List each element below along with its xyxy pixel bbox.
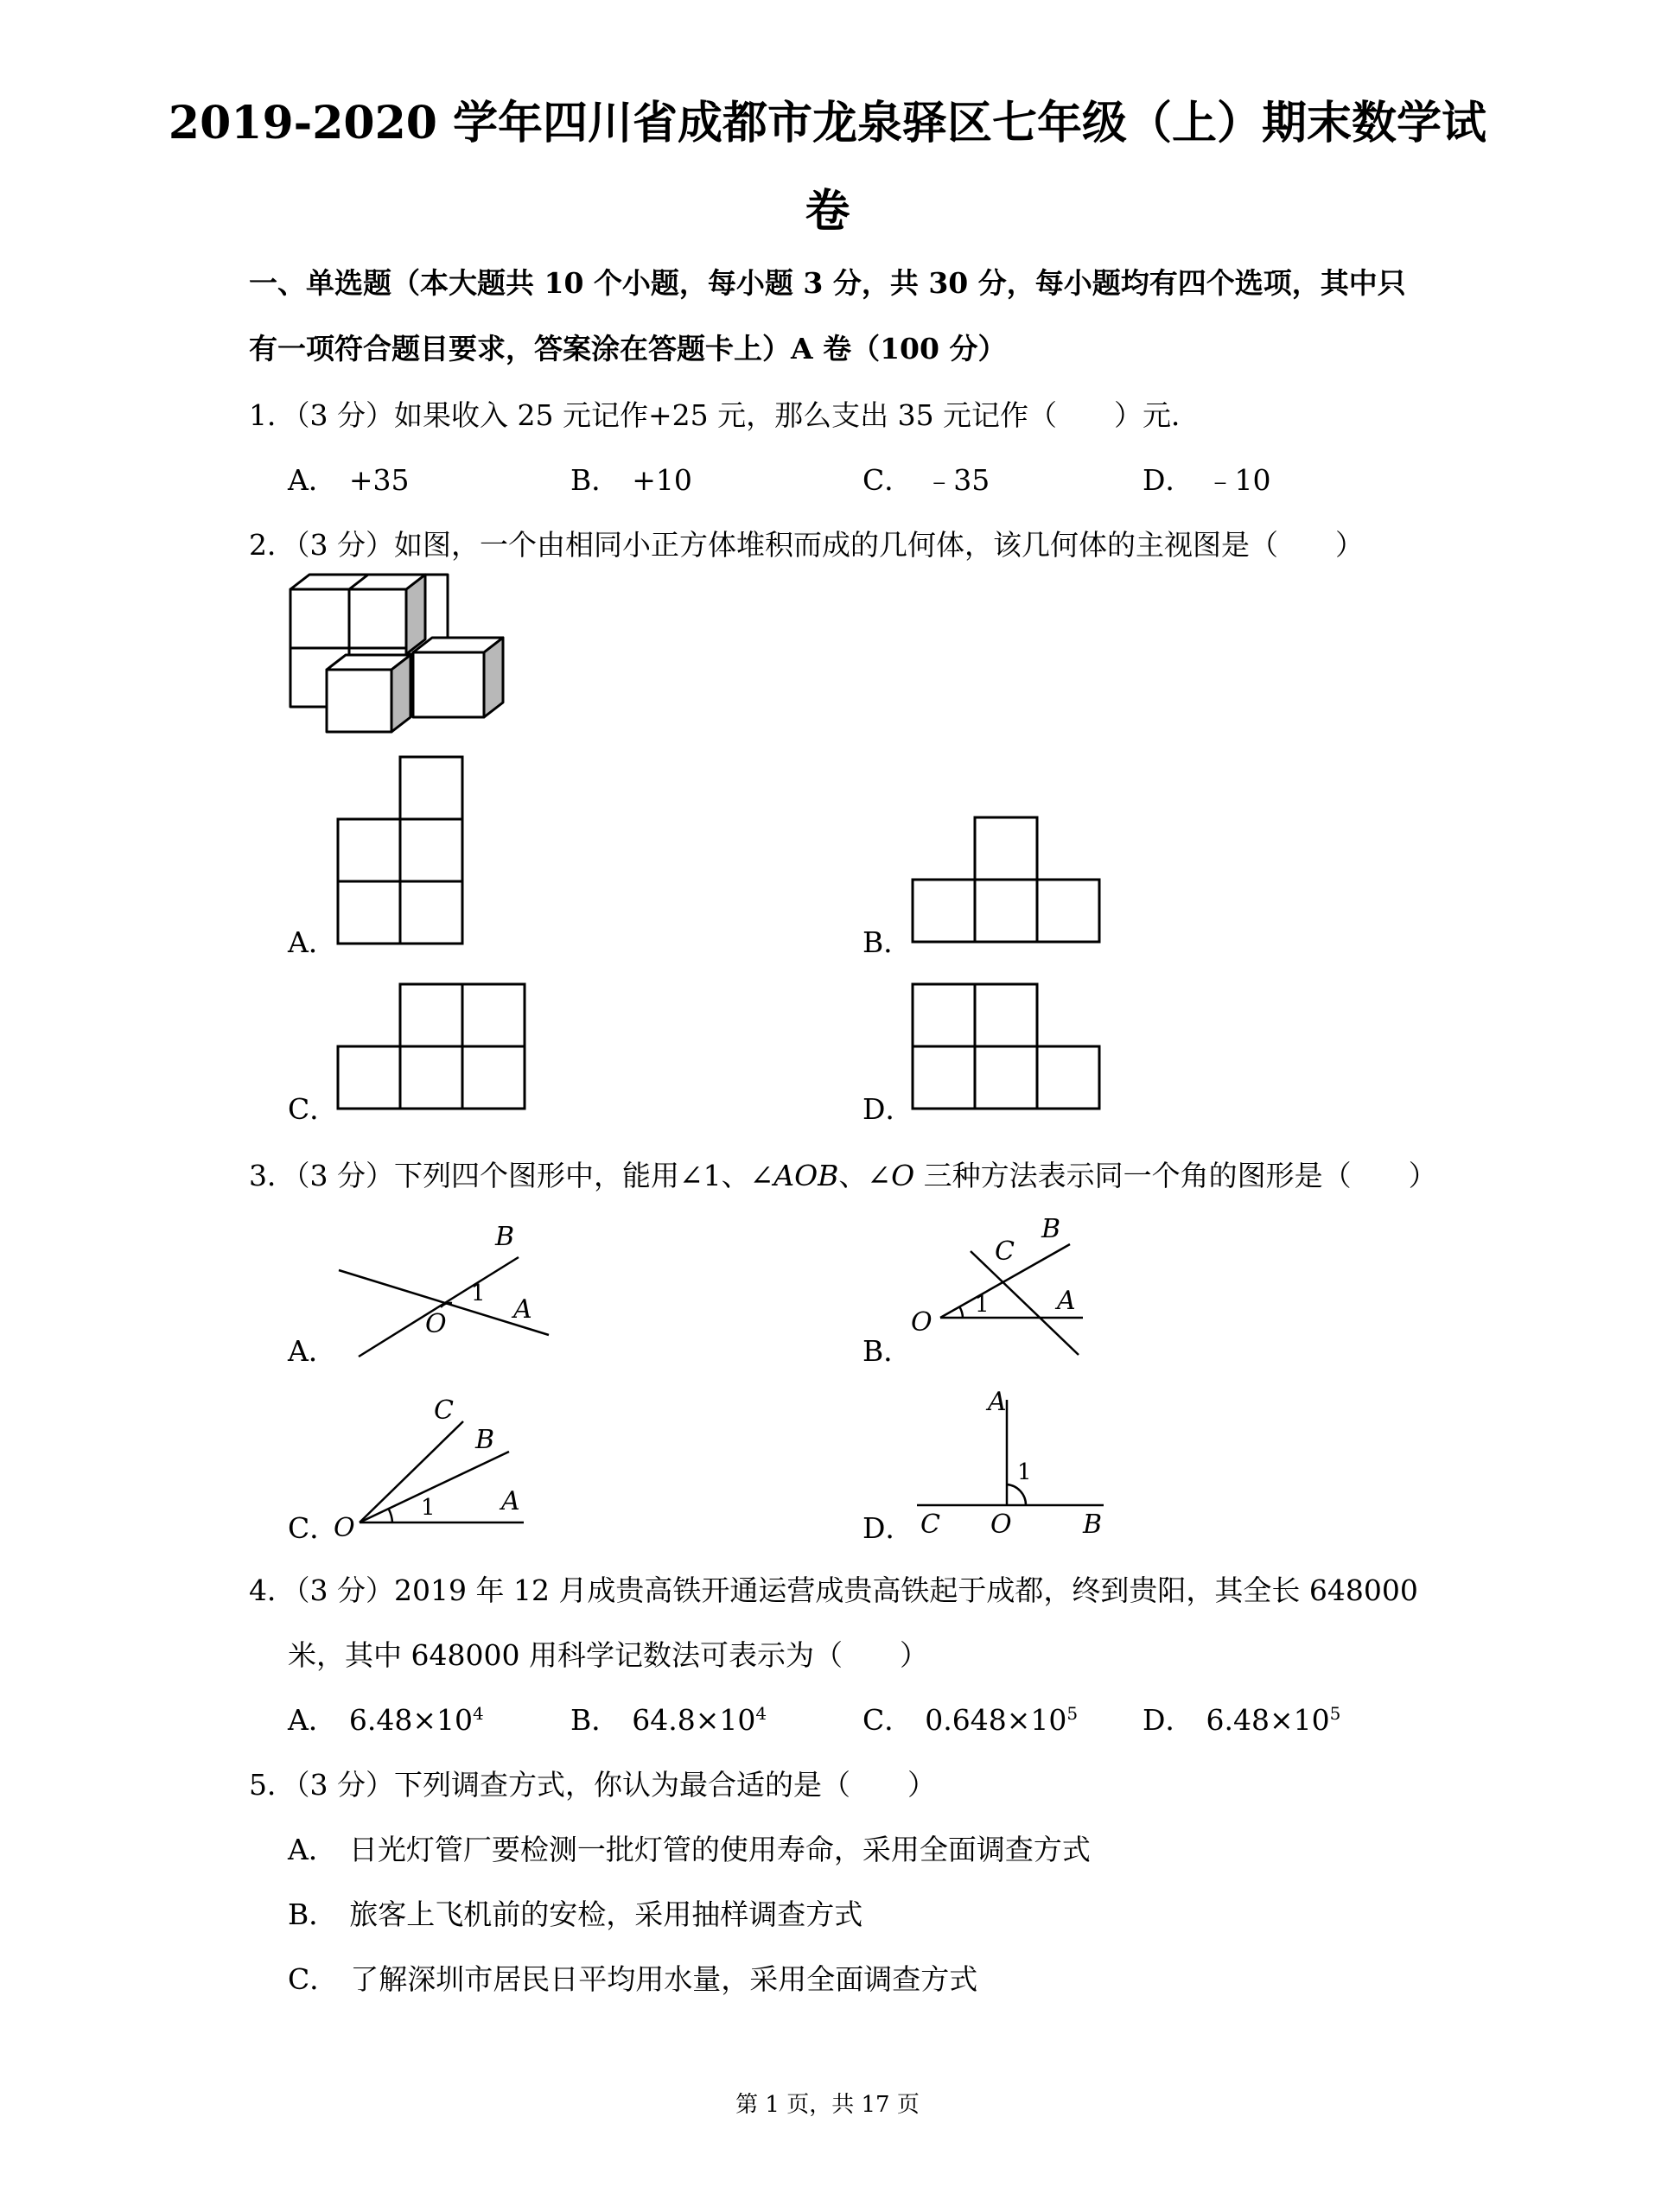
question-4-option-a (288, 1698, 484, 1738)
option-label: B． (570, 1703, 621, 1737)
option-label: C． (863, 1703, 913, 1737)
option-text: +35 (348, 463, 410, 497)
question-4-stem-line2: 米，其中 648000 用科学记数法可表示为（ ） (288, 1638, 928, 1672)
question-4-stem-line1: 4．（3 分）2019 年 12 月成贵高铁开通运营成贵高铁起于成都，终到贵阳，其全长 648000 (249, 1573, 1418, 1607)
fig-c-label-c: C (434, 1395, 454, 1426)
section-heading-line2: 有一项符合题目要求，答案涂在答题卡上）A 卷（100 分） (249, 332, 1007, 365)
option-label: A． (288, 1833, 337, 1866)
question-3-stem-suffix: 三种方法表示同一个角的图形是（ ） (914, 1159, 1437, 1192)
question-5-option-a (288, 1827, 1091, 1868)
option-exponent: 4 (472, 1703, 484, 1724)
question-3-option-a-label: A． (288, 1334, 337, 1368)
question-5-option-c (288, 1957, 977, 1998)
fig-b-label-o: O (911, 1307, 933, 1338)
option-text: +10 (632, 463, 692, 497)
fig-c-label-o: O (334, 1513, 355, 1538)
fig-c-label-a: A (501, 1486, 520, 1516)
fig-a-label-o: O (425, 1309, 447, 1339)
document-title-line1: 2019-2020 学年四川省成都市龙泉驿区七年级（上）期末数学试 (168, 97, 1487, 149)
option-base: 64.8×10 (632, 1703, 756, 1737)
question-3-stem-prefix: 3．（3 分）下列四个图形中，能用∠1、∠ (249, 1159, 774, 1192)
question-1-option-c (863, 458, 990, 499)
question-3-stem-angle-aob: AOB (773, 1159, 839, 1192)
question-3-option-b-figure (906, 1210, 1113, 1365)
fig-c-label-1: 1 (421, 1495, 436, 1521)
option-text: 了解深圳市居民日平均用水量，采用全面调查方式 (350, 1962, 978, 1996)
question-3-stem-mid: 、∠ (838, 1159, 892, 1192)
question-5-option-b (288, 1892, 863, 1933)
question-2-option-c-figure (335, 979, 530, 1113)
question-3-option-c-figure (332, 1391, 539, 1538)
question-2-stem: 2．（3 分）如图，一个由相同小正方体堆积而成的几何体，该几何体的主视图是（ ） (249, 528, 1364, 562)
option-text: ﹣10 (1206, 463, 1271, 497)
question-2-option-b-figure (910, 812, 1104, 946)
fig-c-label-b: B (475, 1425, 495, 1455)
fig-a-label-a: A (513, 1294, 532, 1325)
cube-stack-figure (285, 570, 519, 743)
fig-d-label-o: O (990, 1510, 1012, 1538)
question-2-option-d-figure (910, 979, 1104, 1113)
option-text: ﹣35 (925, 463, 990, 497)
option-label: D． (1143, 463, 1194, 497)
question-1-stem: 1．（3 分）如果收入 25 元记作+25 元，那么支出 35 元记作（ ）元． (249, 398, 1200, 432)
fig-a-label-b: B (495, 1222, 515, 1252)
fig-d-label-c: C (920, 1510, 940, 1538)
fig-d-label-a: A (988, 1387, 1007, 1417)
option-text: 旅客上飞机前的安检，采用抽样调查方式 (349, 1897, 863, 1931)
document-title-line2: 卷 (805, 185, 850, 238)
question-5-stem: 5．（3 分）下列调查方式，你认为最合适的是（ ） (249, 1768, 936, 1802)
option-exponent: 5 (1329, 1703, 1341, 1724)
option-base: 6.48×10 (348, 1703, 473, 1737)
question-2-option-b-label: B． (863, 925, 913, 959)
option-label: A． (288, 1703, 337, 1737)
question-3-option-a-figure (328, 1214, 562, 1370)
option-label: C． (863, 463, 913, 497)
option-label: C． (288, 1962, 339, 1996)
question-3-option-c-label: C． (288, 1511, 339, 1545)
option-exponent: 4 (755, 1703, 767, 1724)
question-2-option-a-figure (335, 752, 465, 946)
question-1-option-b (570, 458, 692, 499)
option-label: D． (1143, 1703, 1194, 1737)
fig-d-label-b: B (1083, 1510, 1103, 1538)
question-4-option-d (1143, 1698, 1340, 1738)
question-4-option-b (570, 1698, 767, 1738)
question-3-stem-angle-o: O (891, 1159, 915, 1192)
option-label: B． (570, 463, 621, 497)
fig-b-label-b: B (1041, 1214, 1061, 1244)
fig-d-label-1: 1 (1017, 1459, 1032, 1485)
fig-a-label-1: 1 (471, 1281, 486, 1306)
question-3-option-d-label: D． (863, 1511, 914, 1545)
option-text: 日光灯管厂要检测一批灯管的使用寿命，采用全面调查方式 (348, 1833, 1091, 1866)
option-base: 0.648×10 (925, 1703, 1067, 1737)
question-1-option-a (288, 458, 410, 499)
question-4-option-c (863, 1698, 1078, 1738)
question-3-option-d-figure (910, 1382, 1117, 1538)
option-base: 6.48×10 (1206, 1703, 1330, 1737)
question-1-option-d (1143, 458, 1270, 499)
question-3-option-b-label: B． (863, 1334, 913, 1368)
question-3-stem (249, 1154, 1437, 1194)
option-label: A． (288, 463, 337, 497)
section-heading-line1: 一、单选题（本大题共 10 个小题，每小题 3 分，共 30 分，每小题均有四个选项，其中只 (249, 266, 1406, 300)
option-exponent: 5 (1066, 1703, 1079, 1724)
question-2-option-d-label: D． (863, 1092, 914, 1126)
fig-b-label-c: C (995, 1236, 1015, 1267)
question-2-option-a-label: A． (288, 925, 337, 959)
fig-b-label-1: 1 (975, 1292, 990, 1318)
option-label: B． (288, 1897, 338, 1931)
question-2-option-c-label: C． (288, 1092, 339, 1126)
page-footer: 第 1 页，共 17 页 (735, 2092, 920, 2118)
fig-b-label-a: A (1057, 1286, 1076, 1316)
